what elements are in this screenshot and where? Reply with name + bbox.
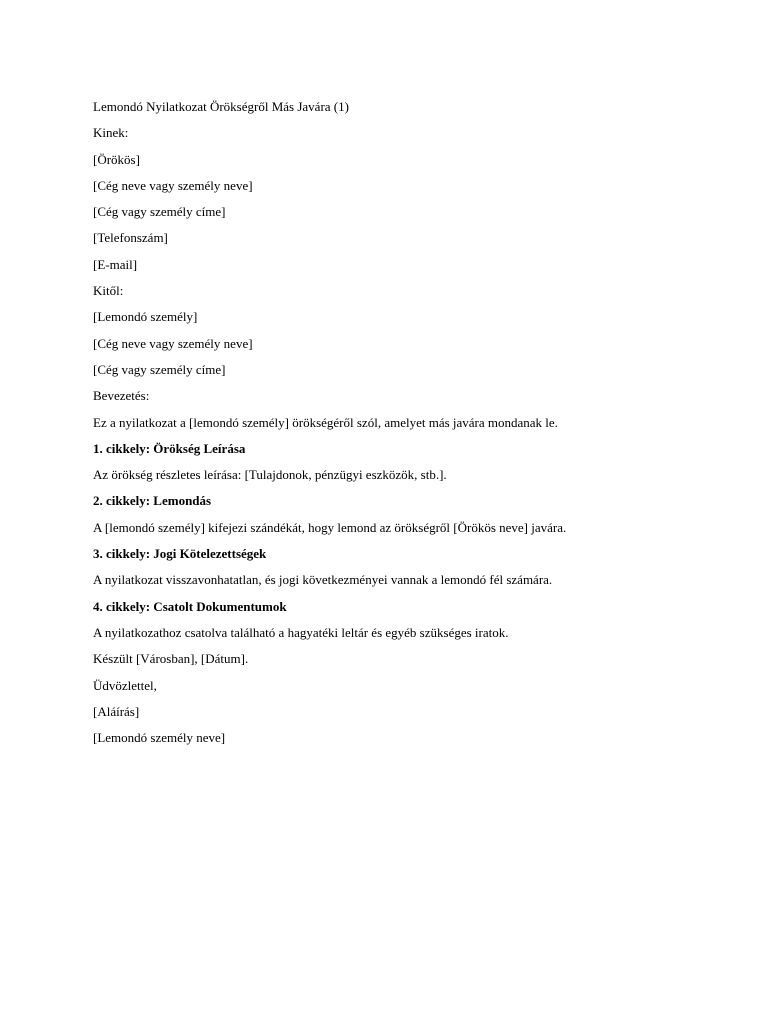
signature-placeholder: [Aláírás] [93,703,140,719]
article-1-text: Az örökség részletes leírása: [Tulajdonok, pénzügyi eszközök, stb.]. [93,467,447,483]
article-2-text: A [lemondó személy] kifejezi szándékát, hogy lemond az örökségről [Örökös neve] javára. [93,519,567,535]
sender-address: [Cég vagy személy címe] [93,361,226,377]
closing-line: Üdvözlettel, [93,677,157,693]
recipient-phone: [Telefonszám] [93,230,168,246]
recipient-label: Kinek: [93,125,129,141]
article-4-text: A nyilatkozathoz csatolva található a hagyatéki leltár és egyéb szükséges iratok. [93,624,509,640]
sender-person: [Lemondó személy] [93,309,198,325]
place-date-line: Készült [Városban], [Dátum]. [93,651,249,667]
signer-name: [Lemondó személy neve] [93,730,226,746]
recipient-heir: [Örökös] [93,151,140,167]
sender-label: Kitől: [93,283,124,299]
article-2-heading: 2. cikkely: Lemondás [93,493,212,509]
document-page [93,99,733,756]
intro-text: Ez a nyilatkozat a [lemondó személy] örökségéről szól, amelyet más javára mondanak le. [93,414,558,430]
article-1-heading: 1. cikkely: Örökség Leírása [93,440,246,456]
recipient-address: [Cég vagy személy címe] [93,204,226,220]
sender-company: [Cég neve vagy személy neve] [93,335,253,351]
article-3-text: A nyilatkozat visszavonhatatlan, és jogi következményei vannak a lemondó fél számára. [93,572,553,588]
article-4-heading: 4. cikkely: Csatolt Dokumentumok [93,598,287,614]
recipient-company: [Cég neve vagy személy neve] [93,177,253,193]
document-title: Lemondó Nyilatkozat Örökségről Más Javára (1) [93,99,349,114]
recipient-email: [E-mail] [93,256,138,272]
article-3-heading: 3. cikkely: Jogi Kötelezettségek [93,546,267,562]
intro-heading: Bevezetés: [93,388,150,404]
